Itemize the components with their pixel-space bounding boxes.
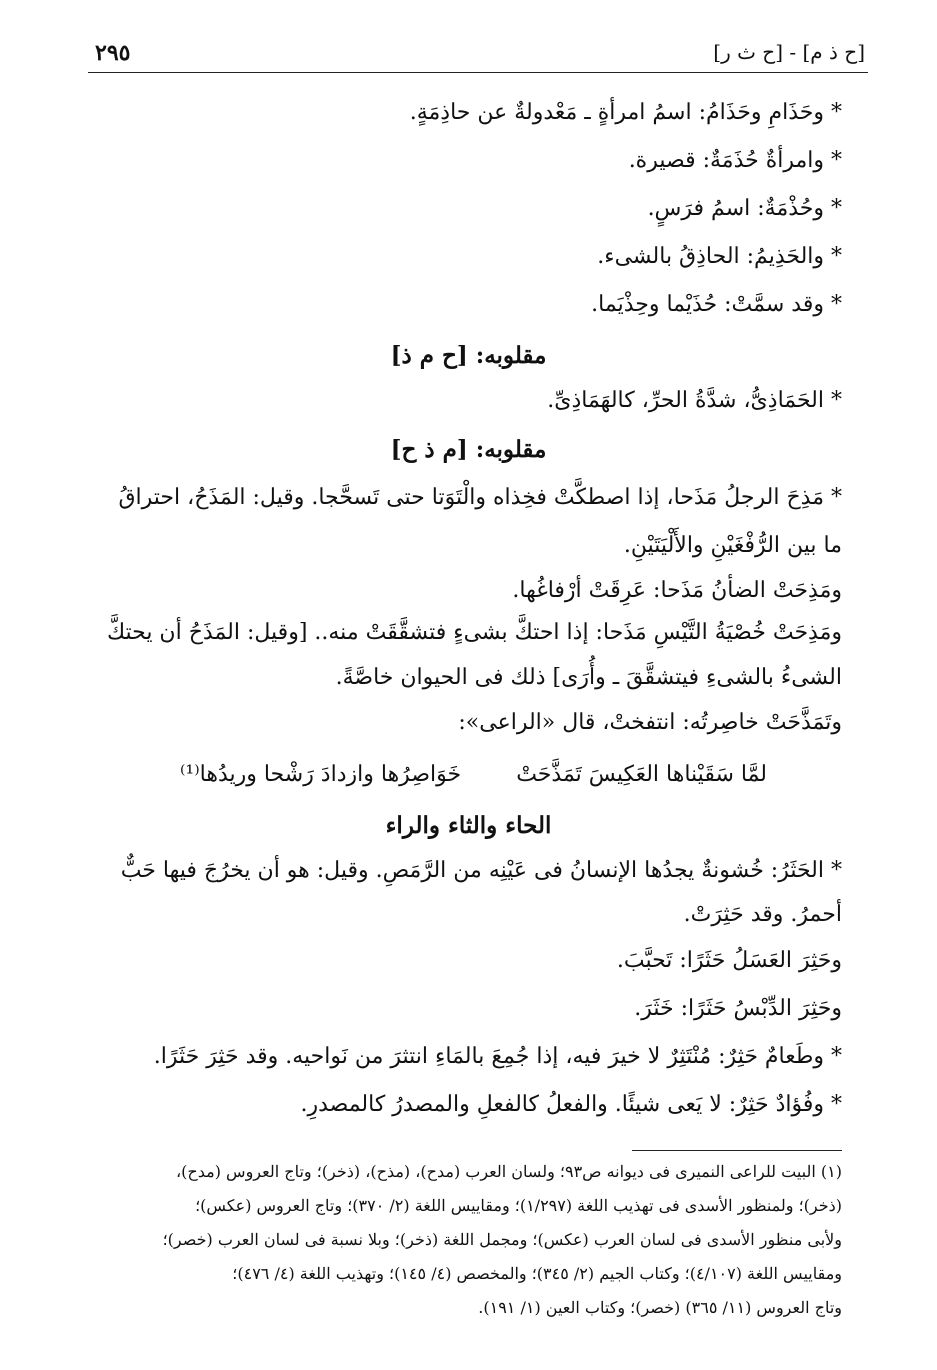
footnote-rule — [632, 1150, 842, 1151]
footnote-line: (ذخر)؛ ولمنظور الأسدى فى تهذيب اللغة (١/٢٩٧)؛ ومقاييس اللغة (٢/ ٣٧٠)؛ وتاج العروس (عكس)؛ — [195, 1196, 842, 1215]
header-rule — [88, 72, 868, 73]
section-heading: مقلوبه: [م ذ ح] — [390, 436, 547, 463]
entry-line: * وحَذَامِ وحَذَامُ: اسمُ امرأةٍ ـ مَعْدولةٌ عن حاذِمَةٍ. — [409, 100, 842, 125]
running-header-roots: [ح ذ م] - [ح ث ر] — [713, 40, 865, 64]
verse-first-hemistich: لمَّا سَقَيْناها العَكِيسَ تَمَذَّحَتْ — [516, 762, 767, 787]
page-number: ٢٩٥ — [95, 40, 131, 66]
entry-line: ما بين الرُّفْغَيْنِ والأَلْيَتَيْنِ. — [623, 533, 842, 558]
entry-line: وتَمَذَّحَتْ خاصِرتُه: انتفختْ، قال «الراعى»: — [458, 710, 842, 735]
entry-line: * الحَثَرُ: خُشونةٌ يجدُها الإنسانُ فى عَيْنِه من الرَّمَصِ. وقيل: هو أن يخرُجَ فيها حَبٌّ — [120, 858, 842, 883]
entry-line: وحَثِرَ الدِّبْسُ حَثَرًا: خَثَرَ. — [634, 996, 842, 1021]
entry-line: * وفُؤادٌ حَثِرٌ: لا يَعى شيئًا. والفعلُ كالفعلِ والمصدرُ كالمصدرِ. — [300, 1092, 842, 1117]
verse-second-hemistich: خَوَاصِرُها وازدادَ رَشْحا وريدُها⁽¹⁾ — [180, 762, 462, 787]
entry-line: * وحُذْمَةٌ: اسمُ فرَسٍ. — [647, 196, 842, 221]
entry-line: ومَذِحَتْ خُصْيَةُ التَّيْسِ مَذَحا: إذا احتكَّ بشىءٍ فتشقَّقَتْ منه.. [وقيل: المَذَحُ أن يحتكَّ — [106, 620, 842, 645]
entry-line: * وامرأةٌ حُذَمَةٌ: قصيرة. — [628, 148, 842, 173]
entry-line: * الحَمَاذِىُّ، شدَّةُ الحرِّ، كالهَمَاذِىِّ. — [547, 388, 842, 413]
footnote-line: وتاج العروس (١١/ ٣٦٥) (خصر)؛ وكتاب العين (١/ ١٩١). — [478, 1298, 842, 1317]
entry-line: ومَذِحَتْ الضأنُ مَذَحا: عَرِقَتْ أرْفاغُها. — [512, 578, 842, 603]
footnote-line: ومقاييس اللغة (٤/١٠٧)؛ وكتاب الجيم (٢/ ٣٤٥)؛ والمخصص (٤/ ١٤٥)؛ وتهذيب اللغة (٤/ ٤٧٦)؛ — [232, 1264, 842, 1283]
section-heading: مقلوبه: [ح م ذ] — [390, 342, 547, 369]
entry-line: * والحَذِيمُ: الحاذِقُ بالشىء. — [597, 244, 842, 269]
footnote-line: (١) البيت للراعى النميرى فى ديوانه ص٩٣؛ ولسان العرب (مدح)، (مذح)، (ذخر)؛ وتاج العروس (مدح)، — [176, 1162, 842, 1181]
entry-line: * وطَعامٌ حَثِرٌ: مُنْتَثِرٌ لا خيرَ فيه، إذا جُمِعَ بالمَاءِ انتثرَ من نَواحيه. وقد حَثِرَ حَثَرًا. — [153, 1044, 842, 1069]
poetry-verse — [95, 762, 842, 792]
section-heading: الحاء والثاء والراء — [385, 812, 552, 839]
entry-line: * مَذِحَ الرجلُ مَذَحا، إذا اصطكَّتْ فخِذاه والْتَوَتا حتى تَسحَّجا. وقيل: المَذَحُ، احتراقُ — [118, 485, 842, 510]
entry-line: الشىءُ بالشىءِ فيتشقَّقَ ـ وأُرَى] ذلك فى الحيوان خاصَّةً. — [335, 665, 842, 690]
footnote-line: ولأبى منظور الأسدى فى لسان العرب (عكس)؛ ومجمل اللغة (ذخر)؛ وبلا نسبة فى لسان العرب (خصر)؛ — [162, 1230, 842, 1249]
entry-line: وحَثِرَ العَسَلُ حَثَرًا: تَحبَّبَ. — [616, 948, 842, 973]
entry-line: * وقد سمَّتْ: حُذَيْما وحِذْيَما. — [591, 292, 842, 317]
entry-line: أحمرُ. وقد حَثِرَتْ. — [683, 902, 842, 927]
